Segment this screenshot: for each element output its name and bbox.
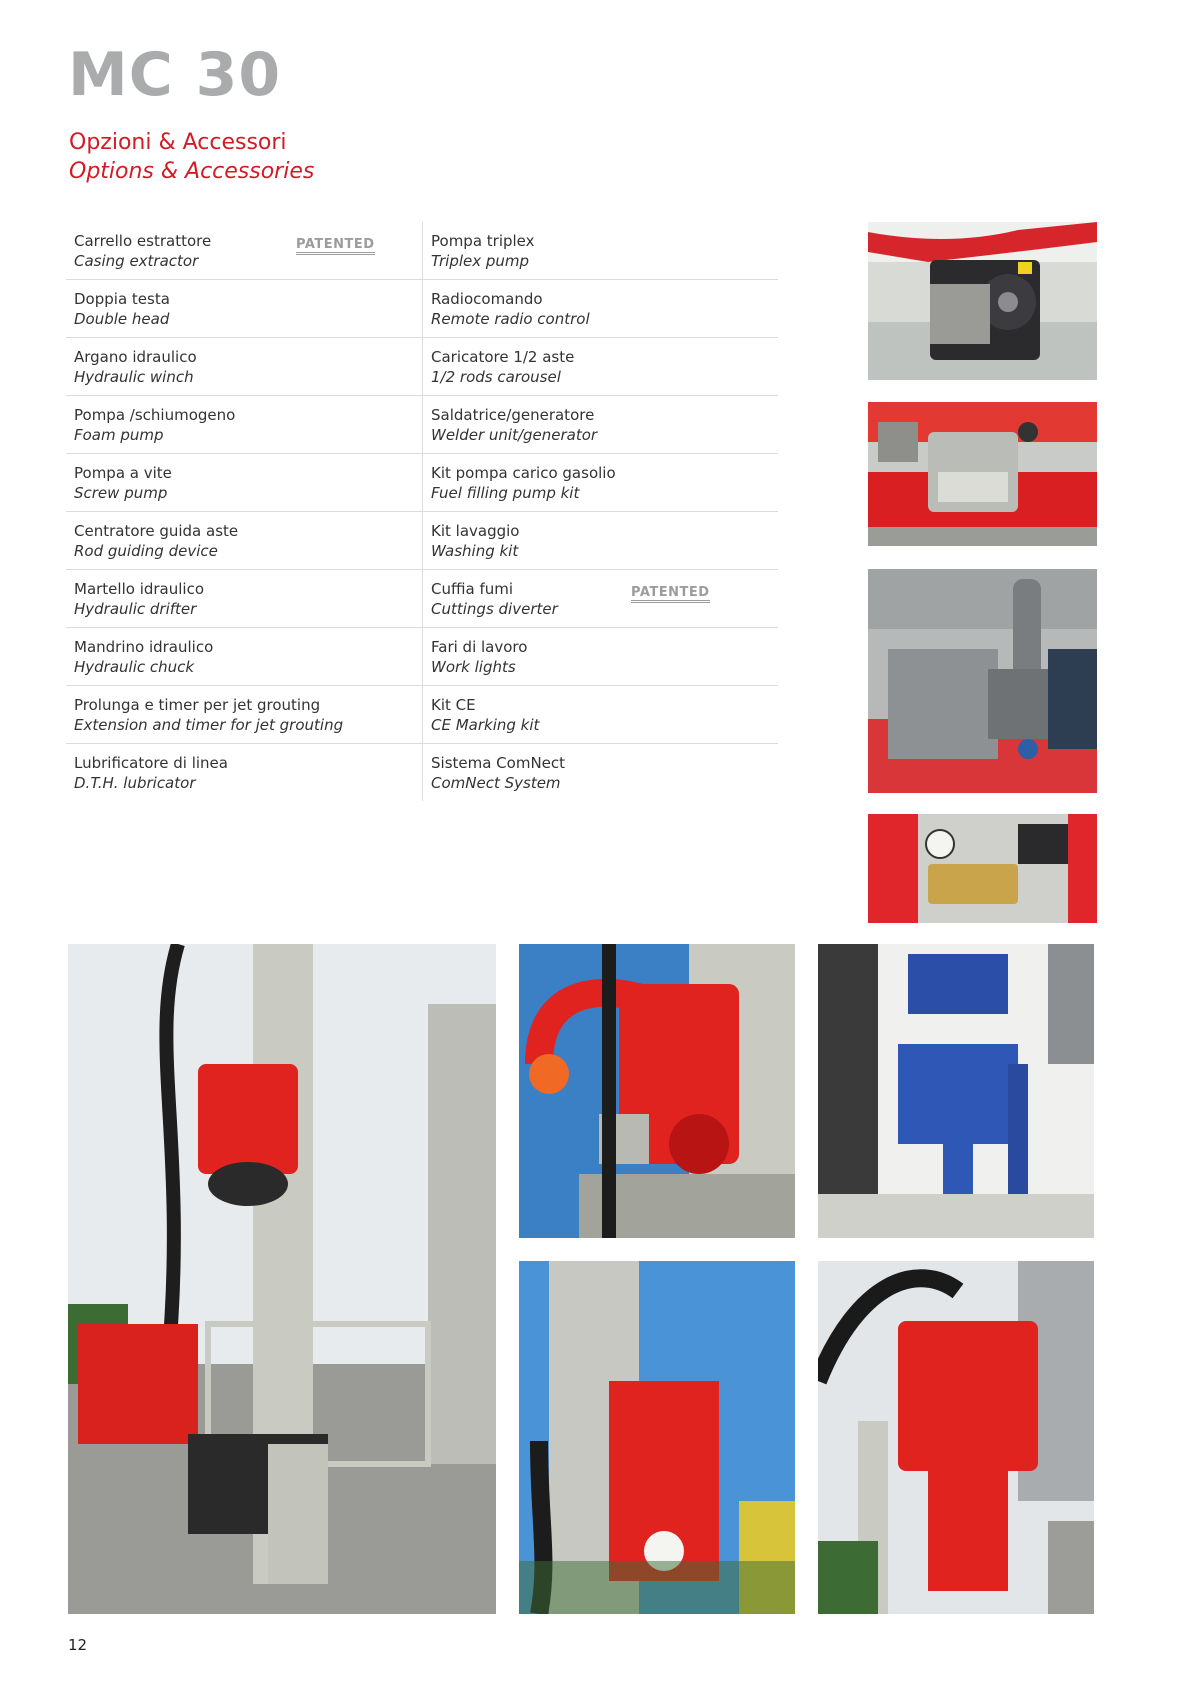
option-label-en: CE Marking kit	[431, 716, 540, 734]
options-table	[66, 222, 778, 801]
option-label-en: Hydraulic drifter	[74, 600, 197, 618]
hydraulic-chuck-photo	[519, 1261, 795, 1614]
option-label-it: Kit pompa carico gasolio	[431, 464, 616, 482]
option-item	[66, 628, 422, 685]
rod-guide-photo	[818, 1261, 1094, 1614]
section-title-it: Opzioni & Accessori	[69, 130, 287, 155]
option-item	[66, 280, 422, 337]
page-number: 12	[68, 1636, 88, 1654]
section-title-en: Options & Accessories	[69, 159, 315, 184]
drill-rig-photo	[68, 944, 496, 1614]
drifter-photo	[519, 944, 795, 1238]
screw-pump-photo	[868, 569, 1097, 793]
option-item	[66, 744, 422, 801]
option-row	[66, 570, 778, 628]
option-label-it: Caricatore 1/2 aste	[431, 348, 575, 366]
option-label-it: Sistema ComNect	[431, 754, 566, 772]
option-label-it: Mandrino idraulico	[74, 638, 214, 656]
option-label-it: Radiocomando	[431, 290, 543, 308]
option-item	[422, 454, 778, 511]
option-row	[66, 512, 778, 570]
option-label-it: Fari di lavoro	[431, 638, 528, 656]
patented-badge: PATENTED	[631, 586, 710, 603]
option-label-en: Double head	[74, 310, 170, 328]
option-label-en: Triplex pump	[431, 252, 530, 270]
winch-photo	[868, 222, 1097, 380]
option-row	[66, 338, 778, 396]
option-item	[66, 454, 422, 511]
foam-pump-photo	[868, 402, 1097, 546]
option-label-en: Welder unit/generator	[431, 426, 598, 444]
option-row	[66, 744, 778, 801]
option-label-it: Argano idraulico	[74, 348, 197, 366]
option-row	[66, 628, 778, 686]
option-row	[66, 686, 778, 744]
triplex-pump-photo	[868, 814, 1097, 923]
option-label-it: Lubrificatore di linea	[74, 754, 228, 772]
option-label-it: Cuffia fumi	[431, 580, 514, 598]
double-head-photo	[818, 944, 1094, 1238]
option-label-it: Carrello estrattore	[74, 232, 212, 250]
option-item	[66, 222, 422, 279]
option-item	[422, 628, 778, 685]
option-label-en: Work lights	[431, 658, 516, 676]
option-item	[66, 338, 422, 395]
option-label-it: Doppia testa	[74, 290, 170, 308]
option-label-en: Remote radio control	[431, 310, 590, 328]
option-label-it: Pompa /schiumogeno	[74, 406, 236, 424]
option-label-en: 1/2 rods carousel	[431, 368, 561, 386]
option-item	[422, 222, 778, 279]
option-label-en: ComNect System	[431, 774, 561, 792]
option-label-it: Martello idraulico	[74, 580, 205, 598]
option-label-it: Kit lavaggio	[431, 522, 520, 540]
option-label-it: Kit CE	[431, 696, 476, 714]
option-label-en: Fuel filling pump kit	[431, 484, 580, 502]
option-item	[422, 512, 778, 569]
option-item	[66, 686, 422, 743]
option-label-it: Prolunga e timer per jet grouting	[74, 696, 321, 714]
option-label-en: Casing extractor	[74, 252, 199, 270]
option-row	[66, 454, 778, 512]
option-row	[66, 222, 778, 280]
option-label-en: Rod guiding device	[74, 542, 218, 560]
option-label-en: Washing kit	[431, 542, 519, 560]
option-label-it: Pompa a vite	[74, 464, 172, 482]
option-label-en: Hydraulic winch	[74, 368, 194, 386]
option-label-it: Pompa triplex	[431, 232, 535, 250]
option-label-it: Centratore guida aste	[74, 522, 239, 540]
option-label-en: Foam pump	[74, 426, 164, 444]
option-item	[422, 338, 778, 395]
option-item	[422, 396, 778, 453]
patented-badge: PATENTED	[296, 238, 375, 255]
option-label-it: Saldatrice/generatore	[431, 406, 595, 424]
option-label-en: Cuttings diverter	[431, 600, 558, 618]
option-label-en: D.T.H. lubricator	[74, 774, 196, 792]
option-label-en: Hydraulic chuck	[74, 658, 195, 676]
option-item	[66, 396, 422, 453]
option-label-en: Screw pump	[74, 484, 168, 502]
option-item	[422, 686, 778, 743]
option-item	[422, 570, 778, 627]
option-item	[422, 280, 778, 337]
option-item	[422, 744, 778, 801]
option-row	[66, 280, 778, 338]
option-row	[66, 396, 778, 454]
option-item	[66, 570, 422, 627]
page-title: MC 30	[68, 40, 282, 110]
option-label-en: Extension and timer for jet grouting	[74, 716, 344, 734]
option-item	[66, 512, 422, 569]
